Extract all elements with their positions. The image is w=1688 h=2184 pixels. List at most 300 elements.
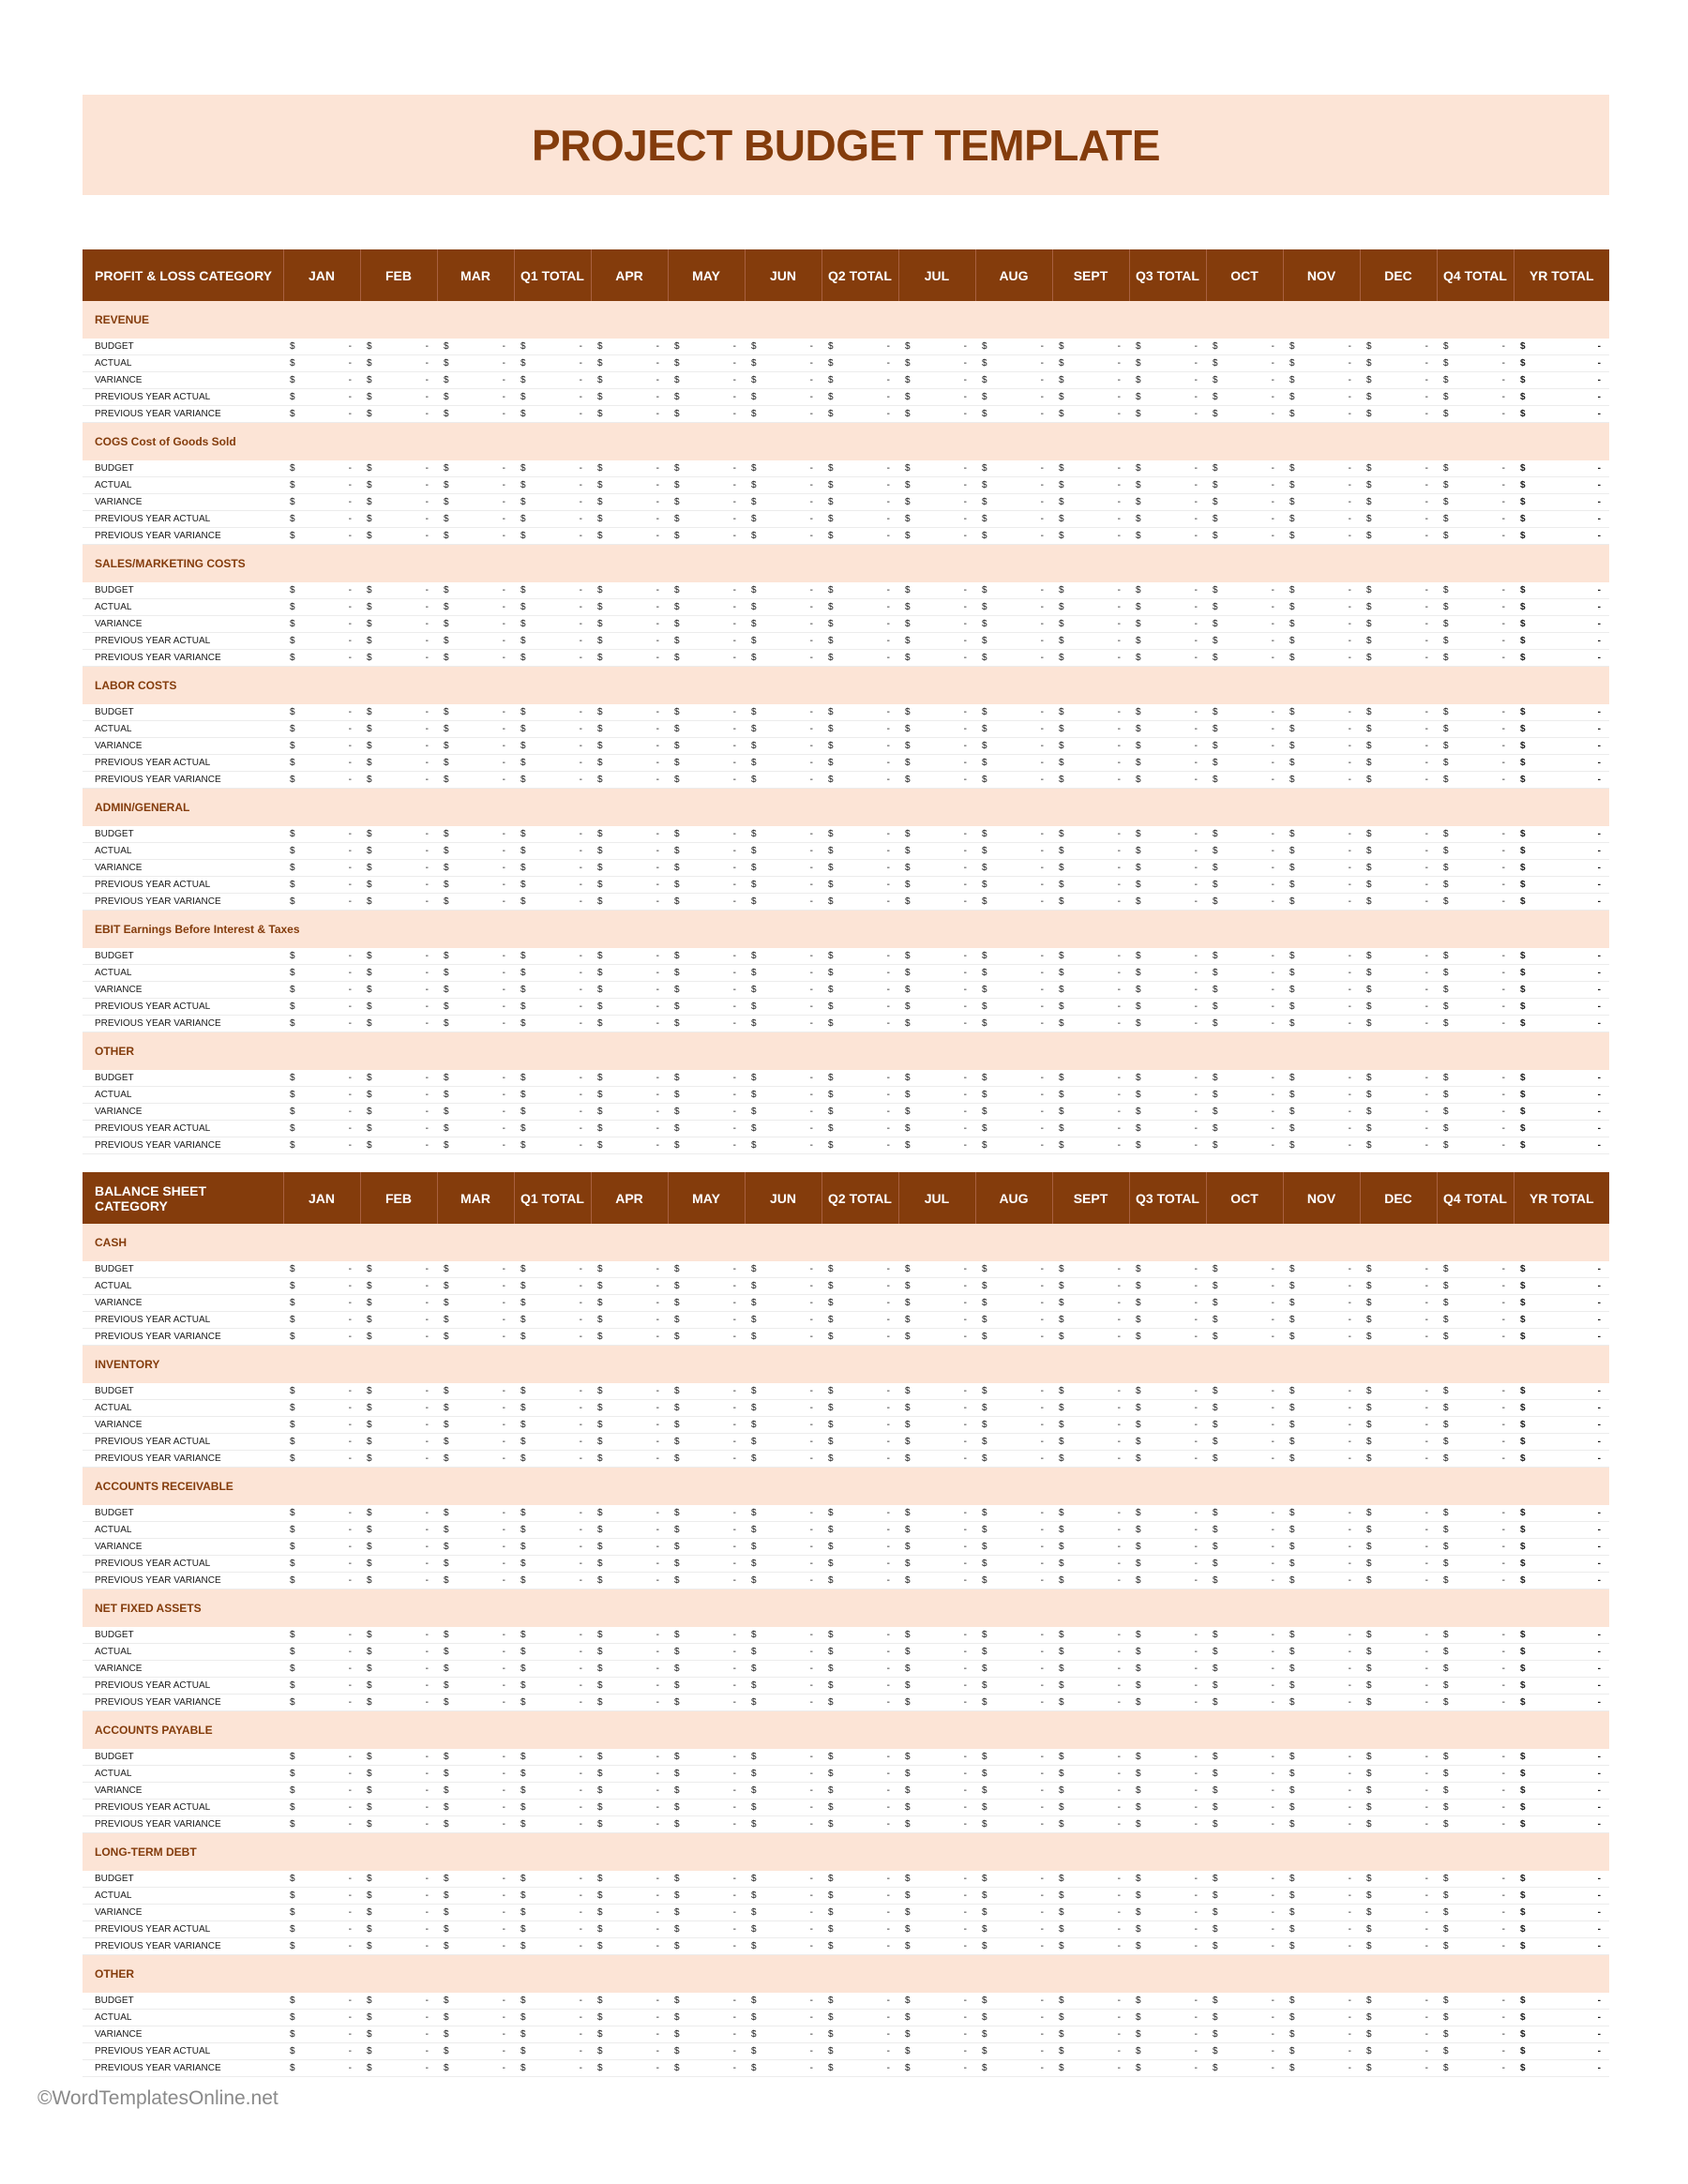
- value-cell[interactable]: [821, 339, 898, 355]
- value-cell[interactable]: [975, 1278, 1052, 1295]
- value-cell[interactable]: [360, 1661, 437, 1678]
- value-cell[interactable]: [1514, 1871, 1609, 1888]
- value-cell[interactable]: [1360, 1329, 1437, 1346]
- value-cell[interactable]: [1437, 1505, 1514, 1522]
- value-cell[interactable]: [1283, 1871, 1360, 1888]
- value-cell[interactable]: [1206, 826, 1283, 843]
- value-cell[interactable]: [1360, 1383, 1437, 1400]
- value-cell[interactable]: [1360, 1312, 1437, 1329]
- value-cell[interactable]: [1052, 633, 1129, 650]
- value-cell[interactable]: [437, 477, 514, 494]
- value-cell[interactable]: [1206, 1137, 1283, 1154]
- value-cell[interactable]: [898, 1661, 975, 1678]
- value-cell[interactable]: [821, 738, 898, 755]
- value-cell[interactable]: [975, 1678, 1052, 1694]
- value-cell[interactable]: [591, 460, 668, 477]
- value-cell[interactable]: [898, 1749, 975, 1766]
- value-cell[interactable]: [668, 1434, 745, 1451]
- value-cell[interactable]: [591, 843, 668, 860]
- value-cell[interactable]: [821, 1451, 898, 1468]
- value-cell[interactable]: [1360, 999, 1437, 1016]
- value-cell[interactable]: [1283, 1295, 1360, 1312]
- value-cell[interactable]: [821, 772, 898, 789]
- value-cell[interactable]: [514, 1871, 591, 1888]
- value-cell[interactable]: [1206, 339, 1283, 355]
- value-cell[interactable]: [1514, 755, 1609, 772]
- value-cell[interactable]: [283, 1694, 360, 1711]
- value-cell[interactable]: [1514, 1383, 1609, 1400]
- value-cell[interactable]: [975, 599, 1052, 616]
- value-cell[interactable]: [1360, 1661, 1437, 1678]
- value-cell[interactable]: [514, 1905, 591, 1921]
- value-cell[interactable]: [283, 1137, 360, 1154]
- value-cell[interactable]: [821, 1400, 898, 1417]
- value-cell[interactable]: [514, 1137, 591, 1154]
- value-cell[interactable]: [1206, 1417, 1283, 1434]
- value-cell[interactable]: [360, 704, 437, 721]
- value-cell[interactable]: [283, 843, 360, 860]
- value-cell[interactable]: [1437, 1137, 1514, 1154]
- value-cell[interactable]: [1514, 1417, 1609, 1434]
- value-cell[interactable]: [437, 582, 514, 599]
- value-cell[interactable]: [437, 1905, 514, 1921]
- value-cell[interactable]: [975, 1417, 1052, 1434]
- value-cell[interactable]: [1437, 1573, 1514, 1589]
- value-cell[interactable]: [591, 1556, 668, 1573]
- value-cell[interactable]: [514, 582, 591, 599]
- value-cell[interactable]: [898, 755, 975, 772]
- value-cell[interactable]: [1514, 1312, 1609, 1329]
- value-cell[interactable]: [975, 2060, 1052, 2077]
- value-cell[interactable]: [1360, 460, 1437, 477]
- value-cell[interactable]: [1283, 1800, 1360, 1816]
- value-cell[interactable]: [360, 2060, 437, 2077]
- value-cell[interactable]: [360, 1400, 437, 1417]
- value-cell[interactable]: [283, 1329, 360, 1346]
- value-cell[interactable]: [668, 650, 745, 667]
- value-cell[interactable]: [1360, 860, 1437, 877]
- value-cell[interactable]: [514, 477, 591, 494]
- value-cell[interactable]: [1514, 650, 1609, 667]
- value-cell[interactable]: [1437, 1888, 1514, 1905]
- value-cell[interactable]: [1129, 599, 1206, 616]
- value-cell[interactable]: [975, 616, 1052, 633]
- value-cell[interactable]: [1052, 599, 1129, 616]
- value-cell[interactable]: [591, 1938, 668, 1955]
- value-cell[interactable]: [1360, 1993, 1437, 2010]
- value-cell[interactable]: [437, 1329, 514, 1346]
- value-cell[interactable]: [898, 1694, 975, 1711]
- value-cell[interactable]: [1283, 1905, 1360, 1921]
- value-cell[interactable]: [1360, 511, 1437, 528]
- value-cell[interactable]: [975, 1556, 1052, 1573]
- value-cell[interactable]: [1437, 826, 1514, 843]
- value-cell[interactable]: [745, 1137, 821, 1154]
- value-cell[interactable]: [360, 1087, 437, 1104]
- value-cell[interactable]: [360, 1539, 437, 1556]
- value-cell[interactable]: [1514, 1295, 1609, 1312]
- value-cell[interactable]: [898, 738, 975, 755]
- value-cell[interactable]: [821, 1627, 898, 1644]
- value-cell[interactable]: [1206, 1261, 1283, 1278]
- value-cell[interactable]: [591, 1800, 668, 1816]
- value-cell[interactable]: [360, 948, 437, 965]
- value-cell[interactable]: [437, 1783, 514, 1800]
- value-cell[interactable]: [283, 1627, 360, 1644]
- value-cell[interactable]: [1206, 1556, 1283, 1573]
- value-cell[interactable]: [1129, 894, 1206, 911]
- value-cell[interactable]: [898, 1400, 975, 1417]
- value-cell[interactable]: [1437, 772, 1514, 789]
- value-cell[interactable]: [360, 389, 437, 406]
- value-cell[interactable]: [360, 860, 437, 877]
- value-cell[interactable]: [591, 999, 668, 1016]
- value-cell[interactable]: [1206, 1104, 1283, 1121]
- value-cell[interactable]: [437, 1505, 514, 1522]
- value-cell[interactable]: [1206, 1087, 1283, 1104]
- value-cell[interactable]: [975, 2010, 1052, 2026]
- value-cell[interactable]: [1206, 1888, 1283, 1905]
- value-cell[interactable]: [1283, 1888, 1360, 1905]
- value-cell[interactable]: [591, 1278, 668, 1295]
- value-cell[interactable]: [1206, 1661, 1283, 1678]
- value-cell[interactable]: [1437, 1104, 1514, 1121]
- value-cell[interactable]: [1437, 494, 1514, 511]
- value-cell[interactable]: [975, 1087, 1052, 1104]
- value-cell[interactable]: [283, 1661, 360, 1678]
- value-cell[interactable]: [668, 633, 745, 650]
- value-cell[interactable]: [1437, 355, 1514, 372]
- value-cell[interactable]: [591, 616, 668, 633]
- value-cell[interactable]: [1283, 1573, 1360, 1589]
- value-cell[interactable]: [975, 1573, 1052, 1589]
- value-cell[interactable]: [360, 1644, 437, 1661]
- value-cell[interactable]: [975, 826, 1052, 843]
- value-cell[interactable]: [360, 1383, 437, 1400]
- value-cell[interactable]: [975, 460, 1052, 477]
- value-cell[interactable]: [745, 1800, 821, 1816]
- value-cell[interactable]: [437, 1070, 514, 1087]
- value-cell[interactable]: [1514, 511, 1609, 528]
- value-cell[interactable]: [360, 1678, 437, 1694]
- value-cell[interactable]: [898, 1434, 975, 1451]
- value-cell[interactable]: [1052, 1505, 1129, 1522]
- value-cell[interactable]: [1052, 1749, 1129, 1766]
- value-cell[interactable]: [1437, 1451, 1514, 1468]
- value-cell[interactable]: [1129, 460, 1206, 477]
- value-cell[interactable]: [1514, 1016, 1609, 1032]
- value-cell[interactable]: [668, 1400, 745, 1417]
- value-cell[interactable]: [668, 1522, 745, 1539]
- value-cell[interactable]: [821, 1644, 898, 1661]
- value-cell[interactable]: [514, 843, 591, 860]
- value-cell[interactable]: [591, 2043, 668, 2060]
- value-cell[interactable]: [1514, 2060, 1609, 2077]
- value-cell[interactable]: [1129, 477, 1206, 494]
- value-cell[interactable]: [1129, 650, 1206, 667]
- value-cell[interactable]: [898, 372, 975, 389]
- value-cell[interactable]: [745, 1434, 821, 1451]
- value-cell[interactable]: [360, 494, 437, 511]
- value-cell[interactable]: [975, 1261, 1052, 1278]
- value-cell[interactable]: [283, 1121, 360, 1137]
- value-cell[interactable]: [437, 372, 514, 389]
- value-cell[interactable]: [1514, 1921, 1609, 1938]
- value-cell[interactable]: [591, 511, 668, 528]
- value-cell[interactable]: [514, 982, 591, 999]
- value-cell[interactable]: [1129, 1678, 1206, 1694]
- value-cell[interactable]: [975, 2026, 1052, 2043]
- value-cell[interactable]: [1283, 965, 1360, 982]
- value-cell[interactable]: [1129, 389, 1206, 406]
- value-cell[interactable]: [1283, 1644, 1360, 1661]
- value-cell[interactable]: [1437, 1993, 1514, 2010]
- value-cell[interactable]: [745, 1905, 821, 1921]
- value-cell[interactable]: [1052, 1417, 1129, 1434]
- value-cell[interactable]: [1360, 528, 1437, 545]
- value-cell[interactable]: [283, 406, 360, 423]
- value-cell[interactable]: [591, 1121, 668, 1137]
- value-cell[interactable]: [745, 339, 821, 355]
- value-cell[interactable]: [745, 894, 821, 911]
- value-cell[interactable]: [1437, 1644, 1514, 1661]
- value-cell[interactable]: [1360, 1905, 1437, 1921]
- value-cell[interactable]: [1052, 2043, 1129, 2060]
- value-cell[interactable]: [1129, 616, 1206, 633]
- value-cell[interactable]: [668, 2043, 745, 2060]
- value-cell[interactable]: [898, 1087, 975, 1104]
- value-cell[interactable]: [975, 843, 1052, 860]
- value-cell[interactable]: [283, 1539, 360, 1556]
- value-cell[interactable]: [668, 1800, 745, 1816]
- value-cell[interactable]: [745, 1694, 821, 1711]
- value-cell[interactable]: [1052, 1400, 1129, 1417]
- value-cell[interactable]: [1283, 460, 1360, 477]
- value-cell[interactable]: [1283, 1137, 1360, 1154]
- value-cell[interactable]: [668, 1329, 745, 1346]
- value-cell[interactable]: [1206, 1766, 1283, 1783]
- value-cell[interactable]: [1360, 2010, 1437, 2026]
- value-cell[interactable]: [1437, 2043, 1514, 2060]
- value-cell[interactable]: [821, 826, 898, 843]
- value-cell[interactable]: [1514, 2010, 1609, 2026]
- value-cell[interactable]: [1052, 999, 1129, 1016]
- value-cell[interactable]: [821, 1070, 898, 1087]
- value-cell[interactable]: [360, 894, 437, 911]
- value-cell[interactable]: [1437, 633, 1514, 650]
- value-cell[interactable]: [360, 2043, 437, 2060]
- value-cell[interactable]: [1206, 1312, 1283, 1329]
- value-cell[interactable]: [1437, 2060, 1514, 2077]
- value-cell[interactable]: [821, 2043, 898, 2060]
- value-cell[interactable]: [1514, 1505, 1609, 1522]
- value-cell[interactable]: [898, 948, 975, 965]
- value-cell[interactable]: [437, 616, 514, 633]
- value-cell[interactable]: [1129, 860, 1206, 877]
- value-cell[interactable]: [1437, 1678, 1514, 1694]
- value-cell[interactable]: [591, 1661, 668, 1678]
- value-cell[interactable]: [975, 389, 1052, 406]
- value-cell[interactable]: [668, 965, 745, 982]
- value-cell[interactable]: [898, 1278, 975, 1295]
- value-cell[interactable]: [1360, 704, 1437, 721]
- value-cell[interactable]: [668, 477, 745, 494]
- value-cell[interactable]: [1514, 877, 1609, 894]
- value-cell[interactable]: [668, 1871, 745, 1888]
- value-cell[interactable]: [1283, 877, 1360, 894]
- value-cell[interactable]: [1206, 1451, 1283, 1468]
- value-cell[interactable]: [975, 650, 1052, 667]
- value-cell[interactable]: [821, 1137, 898, 1154]
- value-cell[interactable]: [1283, 406, 1360, 423]
- value-cell[interactable]: [1052, 1661, 1129, 1678]
- value-cell[interactable]: [975, 1766, 1052, 1783]
- value-cell[interactable]: [360, 1451, 437, 1468]
- value-cell[interactable]: [1514, 894, 1609, 911]
- value-cell[interactable]: [1360, 1137, 1437, 1154]
- value-cell[interactable]: [1206, 1434, 1283, 1451]
- value-cell[interactable]: [1514, 1783, 1609, 1800]
- value-cell[interactable]: [898, 1678, 975, 1694]
- value-cell[interactable]: [1283, 616, 1360, 633]
- value-cell[interactable]: [591, 1644, 668, 1661]
- value-cell[interactable]: [437, 738, 514, 755]
- value-cell[interactable]: [668, 599, 745, 616]
- value-cell[interactable]: [514, 999, 591, 1016]
- value-cell[interactable]: [1129, 1383, 1206, 1400]
- value-cell[interactable]: [1206, 460, 1283, 477]
- value-cell[interactable]: [898, 633, 975, 650]
- value-cell[interactable]: [514, 1295, 591, 1312]
- value-cell[interactable]: [1360, 826, 1437, 843]
- value-cell[interactable]: [821, 406, 898, 423]
- value-cell[interactable]: [591, 1505, 668, 1522]
- value-cell[interactable]: [437, 494, 514, 511]
- value-cell[interactable]: [821, 372, 898, 389]
- value-cell[interactable]: [283, 948, 360, 965]
- value-cell[interactable]: [514, 894, 591, 911]
- value-cell[interactable]: [1052, 460, 1129, 477]
- value-cell[interactable]: [745, 1556, 821, 1573]
- value-cell[interactable]: [360, 755, 437, 772]
- value-cell[interactable]: [1206, 1644, 1283, 1661]
- value-cell[interactable]: [283, 1383, 360, 1400]
- value-cell[interactable]: [1052, 1556, 1129, 1573]
- value-cell[interactable]: [1206, 1694, 1283, 1711]
- value-cell[interactable]: [975, 1644, 1052, 1661]
- value-cell[interactable]: [898, 1417, 975, 1434]
- value-cell[interactable]: [437, 528, 514, 545]
- value-cell[interactable]: [591, 1329, 668, 1346]
- value-cell[interactable]: [668, 1766, 745, 1783]
- value-cell[interactable]: [1283, 894, 1360, 911]
- value-cell[interactable]: [437, 1087, 514, 1104]
- value-cell[interactable]: [591, 1137, 668, 1154]
- value-cell[interactable]: [360, 650, 437, 667]
- value-cell[interactable]: [1437, 339, 1514, 355]
- value-cell[interactable]: [437, 1627, 514, 1644]
- value-cell[interactable]: [1514, 999, 1609, 1016]
- value-cell[interactable]: [745, 1749, 821, 1766]
- value-cell[interactable]: [745, 1522, 821, 1539]
- value-cell[interactable]: [1283, 1087, 1360, 1104]
- value-cell[interactable]: [745, 1661, 821, 1678]
- value-cell[interactable]: [591, 1522, 668, 1539]
- value-cell[interactable]: [975, 772, 1052, 789]
- value-cell[interactable]: [437, 1278, 514, 1295]
- value-cell[interactable]: [898, 1556, 975, 1573]
- value-cell[interactable]: [898, 460, 975, 477]
- value-cell[interactable]: [1283, 1539, 1360, 1556]
- value-cell[interactable]: [360, 772, 437, 789]
- value-cell[interactable]: [1360, 1800, 1437, 1816]
- value-cell[interactable]: [1052, 1070, 1129, 1087]
- value-cell[interactable]: [1437, 1400, 1514, 1417]
- value-cell[interactable]: [1283, 755, 1360, 772]
- value-cell[interactable]: [1360, 616, 1437, 633]
- value-cell[interactable]: [1283, 1070, 1360, 1087]
- value-cell[interactable]: [1206, 2010, 1283, 2026]
- value-cell[interactable]: [437, 1678, 514, 1694]
- value-cell[interactable]: [1283, 2026, 1360, 2043]
- value-cell[interactable]: [1206, 1783, 1283, 1800]
- value-cell[interactable]: [898, 1993, 975, 2010]
- value-cell[interactable]: [898, 1627, 975, 1644]
- value-cell[interactable]: [745, 1539, 821, 1556]
- value-cell[interactable]: [898, 1938, 975, 1955]
- value-cell[interactable]: [514, 1678, 591, 1694]
- value-cell[interactable]: [591, 528, 668, 545]
- value-cell[interactable]: [745, 1016, 821, 1032]
- value-cell[interactable]: [1129, 1816, 1206, 1833]
- value-cell[interactable]: [1360, 721, 1437, 738]
- value-cell[interactable]: [1283, 721, 1360, 738]
- value-cell[interactable]: [975, 1800, 1052, 1816]
- value-cell[interactable]: [1052, 1539, 1129, 1556]
- value-cell[interactable]: [1052, 1627, 1129, 1644]
- value-cell[interactable]: [360, 965, 437, 982]
- value-cell[interactable]: [1206, 1921, 1283, 1938]
- value-cell[interactable]: [1514, 738, 1609, 755]
- value-cell[interactable]: [898, 599, 975, 616]
- value-cell[interactable]: [1129, 1329, 1206, 1346]
- value-cell[interactable]: [975, 877, 1052, 894]
- value-cell[interactable]: [1206, 1329, 1283, 1346]
- value-cell[interactable]: [745, 738, 821, 755]
- value-cell[interactable]: [1129, 2060, 1206, 2077]
- value-cell[interactable]: [1283, 704, 1360, 721]
- value-cell[interactable]: [514, 406, 591, 423]
- value-cell[interactable]: [821, 1766, 898, 1783]
- value-cell[interactable]: [591, 1921, 668, 1938]
- value-cell[interactable]: [437, 704, 514, 721]
- value-cell[interactable]: [1514, 389, 1609, 406]
- value-cell[interactable]: [1437, 1417, 1514, 1434]
- value-cell[interactable]: [1052, 1295, 1129, 1312]
- value-cell[interactable]: [1437, 1921, 1514, 1938]
- value-cell[interactable]: [360, 982, 437, 999]
- value-cell[interactable]: [1129, 1087, 1206, 1104]
- value-cell[interactable]: [1206, 1295, 1283, 1312]
- value-cell[interactable]: [514, 372, 591, 389]
- value-cell[interactable]: [437, 1121, 514, 1137]
- value-cell[interactable]: [1514, 1678, 1609, 1694]
- value-cell[interactable]: [1283, 650, 1360, 667]
- value-cell[interactable]: [898, 1800, 975, 1816]
- value-cell[interactable]: [1514, 1816, 1609, 1833]
- value-cell[interactable]: [591, 877, 668, 894]
- value-cell[interactable]: [1514, 406, 1609, 423]
